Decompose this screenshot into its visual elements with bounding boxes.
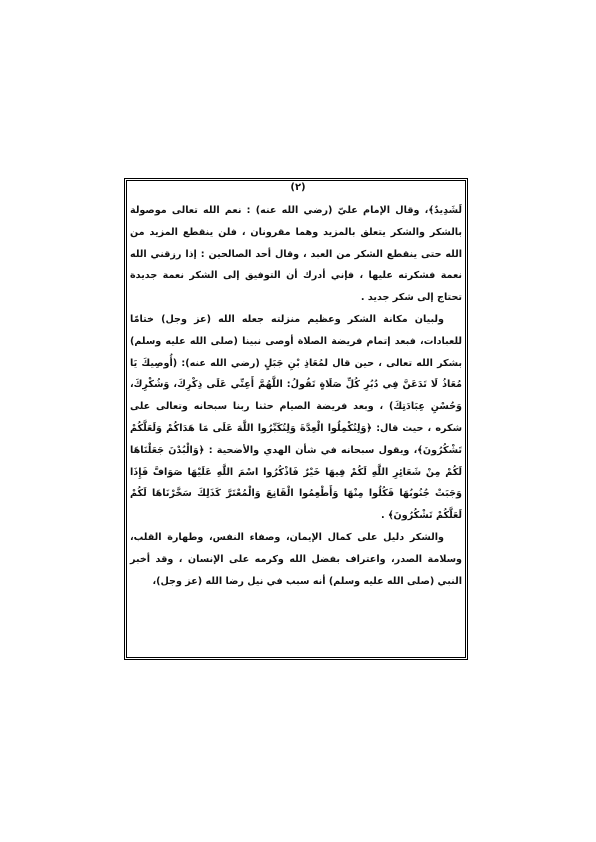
paragraph-1: لَشَدِيدٌ﴾، وقال الإمام عليّ (رضي الله عنه) : نعم الله تعالى موصولة بالشكر والشكر يتعلق بالمزيد وهما مقرونان ، فلن ينقطع المزيد من الله حتى ينقطع الشكر من العبد ، وقال أحد الصالحين : إذا رزقني الله نعمة فشكرته عليها ، فإني أدرك أن التوفيق إلى الشكر نعمة جديدة تحتاج إلى شكر جديد . — [130, 205, 462, 304]
paragraph-3: والشكر دليل على كمال الإيمان، وصفاء النفس، وطهارة القلب، وسلامة الصدر، واعتراف بفضل الله وكرمه على الإنسان ، وقد أخبر النبي (صلى الله عليه وسلم) أنه سبب في نيل رضا الله (عز وجل)، — [130, 531, 462, 587]
page-body — [130, 200, 462, 592]
page-number: (٢) — [290, 182, 306, 193]
paragraph-2: ولبيان مكانة الشكر وعظيم منزلته جعله الله (عز وجل) ختامًا للعبادات، فبعد إتمام فريضة الصلاة أوصى نبينا (صلى الله عليه وسلم) بشكر الله تعالى ، حين قال لمُعَاذِ بْنِ جَبَلٍ (رضي الله عنه): (أُوصِيكَ يَا مُعَاذُ لَا تَدَعَنَّ فِي دُبُرِ كُلِّ صَلَاةٍ تَقُولُ: اللَّهُمَّ أَعِنِّي عَلَى ذِكْرِكَ، وَشُكْرِكَ، وَحُسْنِ عِبَادَتِكَ) ، وبعد فريضة الصيام حثنا ربنا سبحانه وتعالى على شكره ، حيث قال: ﴿وَلِتُكْمِلُوا الْعِدَّةَ وَلِتُكَبِّرُوا اللَّهَ عَلَى مَا هَدَاكُمْ وَلَعَلَّكُمْ تَشْكُرُونَ﴾، ويقول سبحانه في شأن الهدي والأضحية : ﴿وَالْبُدْنَ جَعَلْنَاهَا لَكُمْ مِنْ شَعَائِرِ اللَّهِ لَكُمْ فِيهَا خَيْرٌ فَاذْكُرُوا اسْمَ اللَّهِ عَلَيْهَا صَوَافَّ فَإِذَا وَجَبَتْ جُنُوبُهَا فَكُلُوا مِنْهَا وَأَطْعِمُوا الْقَانِعَ وَالْمُعْتَرَّ كَذَلِكَ سَخَّرْنَاهَا لَكُمْ لَعَلَّكُمْ تَشْكُرُونَ﴾ . — [130, 313, 462, 522]
